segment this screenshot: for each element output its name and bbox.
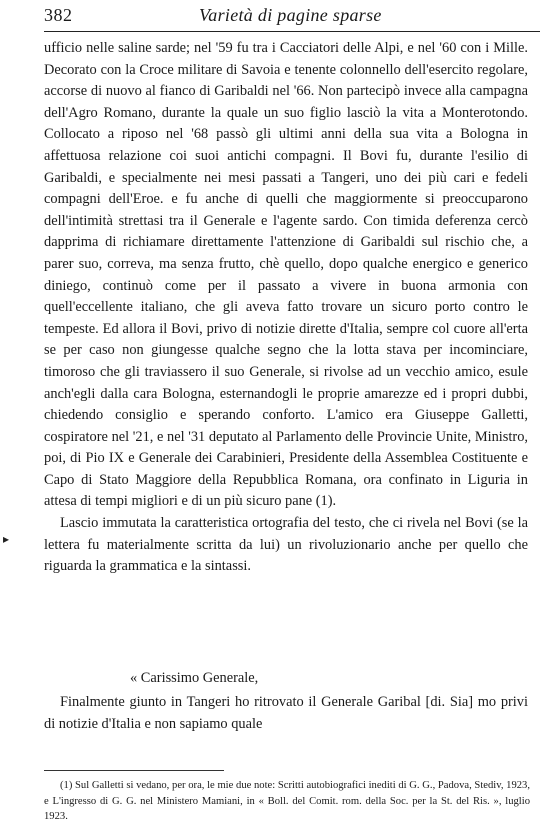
footnote-rule (44, 770, 224, 771)
page-number: 382 (44, 5, 73, 25)
letter-salutation: « Carissimo Generale, (130, 670, 259, 686)
page-header (44, 4, 540, 28)
main-text (44, 38, 528, 578)
footnote: (1) Sul Galletti si vedano, per ora, le mie due note: Scritti autobiografici inediti di G. G., Padova, Stediv, 1923, e L'ingresso di G. G. nel Ministero Mamiani, in « Boll. del Comit. rom. della Soc. per la St. del Ris. », luglio 1923. (44, 780, 530, 822)
running-title: Varietà di pagine sparse (199, 5, 382, 25)
body-paragraph: ufficio nelle saline sarde; nel '59 fu tra i Cacciatori delle Alpi, e nel '60 con i Mille. Decorato con la Croce militare di Savoia e tenente colonnello dell'esercito regolare, accorse di nuovo al fianco di Garibaldi nel '66. Non partecipò invece alla campagna dell'Agro Romano, durante la quale un suo figlio lasciò la vita a Monterotondo. Collocato a riposo nel '68 passò gli ultimi anni della sua vita a Bologna in affettuosa relazione coi suoi antichi compagni. Il Bovi fu, durante l'esilio di Garibaldi, e specialmente nei mesi passati a Tangeri, uno dei più cari e fedeli compagni dell'Eroe. e fu anche di quelli che maggiormente si preoccuparono dell'intimità strettasi tra il Generale e l'agente sardo. Con timida deferenza cercò dapprima di richiamare direttamente l'attenzione di Garibaldi sul rischio che, a parer suo, correva, ma senza frutto, chè quello, dopo qualche energico e generico diniego, continuò come per il passato a vivere in buona armonia con quell'eccellente italiano, che gli aveva fatto trovare un sicuro porto contro le tempeste. Ed allora il Bovi, privo di notizie dirette d'Italia, sempre col cuore all'erta se per caso non giungesse qualche segno che la lotta stava per incominciare, timoroso che gli traviassero il suo Generale, si rivolse ad un vecchio amico, esule anch'egli dalla cara Bologna, esternandogli le proprie amarezze ed i propri dubbi, chiedendo consiglio e sperando conforto. L'amico era Giuseppe Galletti, cospiratore nel '21, e nel '31 deputato al Parlamento delle Provincie Unite, Ministro, poi, di Pio IX e Generale dei Carabinieri, Presidente della Assemblea Costituente e Capo di Stato Maggiore della Repubblica Romana, ora confinato in Liguria in attesa di tempi migliori e di un più sicuro pane (1). (44, 40, 528, 510)
body-paragraph: Lascio immutata la caratteristica ortografia del testo, che ci rivela nel Bovi (se la lettera fu materialmente scritta da lui) un rivoluzionario anche per quello che riguarda la grammatica e la sintassi. (44, 515, 528, 575)
letter-text: Finalmente giunto in Tangeri ho ritrovato il Generale Garibal [di. Sia] mo privi di notizie d'Italia e non sapiamo quale (44, 694, 528, 732)
header-rule (44, 31, 540, 32)
margin-mark: ▸ (3, 532, 10, 546)
